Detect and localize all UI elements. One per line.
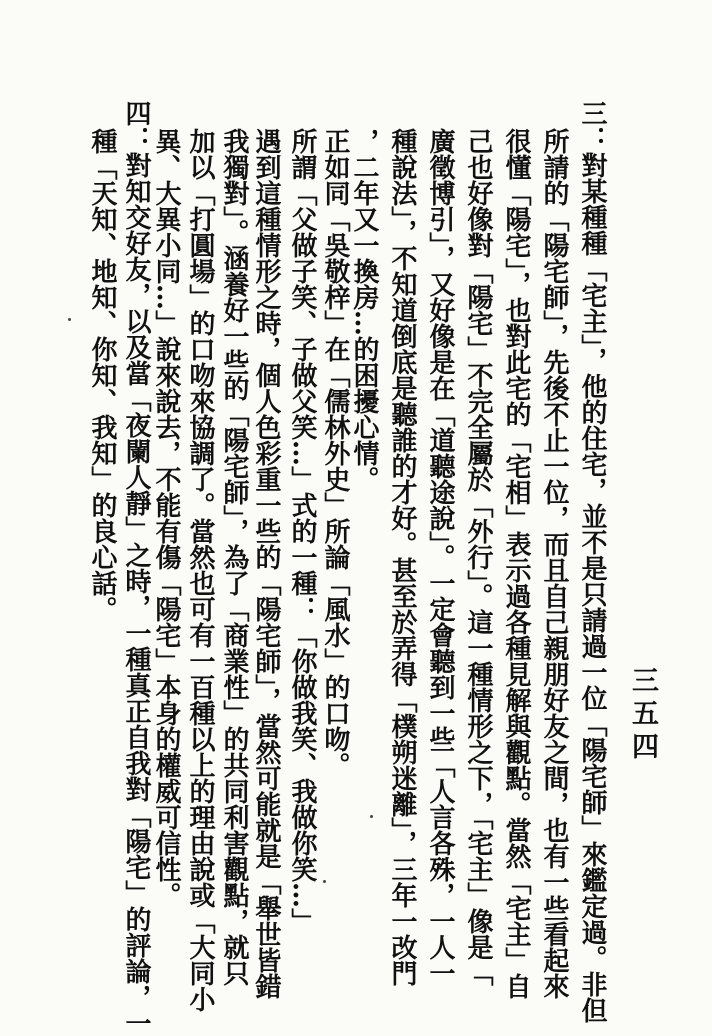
scan-speck	[370, 815, 373, 818]
text-column-8: 正如同「吳敬梓」在「儒林外史」所論「風水」的口吻。	[320, 128, 350, 778]
text-column-4: 己也好像對「陽宅」不完全屬於「外行」。這一種情形之下，「宅主」像是「	[463, 128, 493, 986]
text-column-1: 三：對某種種「宅主」，他的住宅，並不是只請過一位「陽宅師」來鑑定過。非但	[577, 100, 607, 1023]
text-column-14: 四：對知交好友，以及當「夜闌人靜」之時，一種真正自我對「陽宅」的評論，一	[121, 100, 151, 1036]
text-column-15: 種「天知、地知、你知、我知」的良心話。	[87, 128, 117, 622]
scan-speck	[323, 880, 326, 883]
text-column-10: 遇到這種情形之時，個人色彩重一些的「陽宅師」，當然可能就是「舉世皆錯	[251, 128, 281, 999]
text-column-13: 異、大異小同…」說來說去，不能有傷「陽宅」本身的權威可信性。	[151, 128, 181, 908]
text-column-9: 所謂「父做子笑、子做父笑…」式的一種：「你做我笑、我做你笑…」	[287, 128, 317, 934]
text-column-7: ，二年又一換房…的困擾心情。	[349, 128, 379, 492]
text-column-3: 很懂「陽宅」，也對此宅的「宅相」表示過各種見解與觀點。當然「宅主」自	[501, 128, 531, 999]
text-column-5: 廣徵博引」，又好像是在「道聽途說」。一定會聽到一些「人言各殊，一人一	[425, 128, 455, 986]
text-column-6: 種說法」，不知道倒底是聽誰的才好。甚至於弄得「樸朔迷離」，三年一改門	[387, 128, 417, 986]
text-column-2: 所請的「陽宅師」，先後不止一位，而且自己親朋好友之間，也有一些看起來	[539, 128, 569, 999]
scan-speck	[68, 318, 71, 321]
text-column-12: 加以「打圓場」的口吻來協調了。當然也可有一百種以上的理由說或「大同小	[185, 128, 215, 1012]
page-number: 三五四	[627, 666, 658, 765]
text-column-11: 我獨對」。涵養好一些的「陽宅師」，為了「商業性」的共同利害觀點，就只	[219, 128, 249, 986]
